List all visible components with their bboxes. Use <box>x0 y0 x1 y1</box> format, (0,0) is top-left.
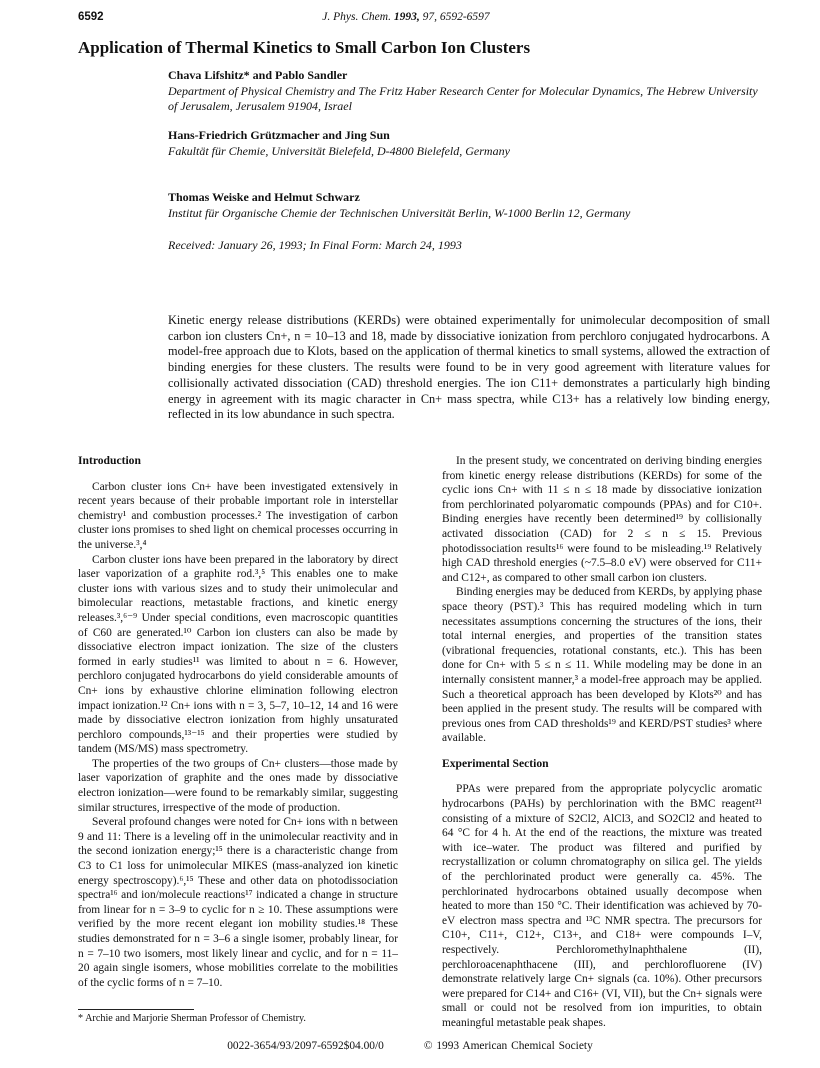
copyright: © 1993 American Chemical Society <box>423 1040 593 1052</box>
article-code: 0022-3654/93/2097-6592$04.00/0 <box>227 1040 384 1052</box>
author-affiliation: Institut für Organische Chemie der Technischen Universität Berlin, W-1000 Berlin 12, Germany <box>168 205 631 220</box>
paragraph: Carbon cluster ions have been prepared in the laboratory by direct laser vaporization of a graphite rod.³,⁵ This enables one to make cluster ions with various sizes and to study their unimolecular and bimolecular reactions, metastable fractions, and kinetic energy releases.³,⁶⁻⁹ Under special conditions, even macroscopic quantities of C60 are generated.¹⁰ Carbon ion clusters can also be made by dissociative electron impact ionization. The size of the clusters formed in early studies¹¹ was limited to about n = 6. However, perchloro conjugated hydrocarbons do yield considerable amounts of Cn+ ions by exhaustive chlorine elimination following electron impact ionization.¹² Cn+ ions with n = 3, 5–7, 10–12, 14 and 16 were made by dissociative electron ionization from highly unsaturated perchloro compounds,¹³⁻¹⁵ and their properties were studied by tandem (MS/MS) mass spectrometry. <box>78 553 398 756</box>
journal-name: J. Phys. Chem. <box>322 11 391 23</box>
journal-volume: 97, <box>422 11 437 23</box>
section-heading-experimental: Experimental Section <box>442 756 549 770</box>
journal-pages: 6592-6597 <box>439 11 490 23</box>
paragraph: The properties of the two groups of Cn+ clusters—those made by laser vaporization of graphite and the ones made by dissociative electron ionization—were found to be remarkably similar, suggesting similar structures, irrespective of the mode of production. <box>78 757 398 814</box>
section-heading-introduction: Introduction <box>78 454 141 467</box>
author-affiliation: Fakultät für Chemie, Universität Bielefeld, D-4800 Bielefeld, Germany <box>168 143 510 158</box>
abstract: Kinetic energy release distributions (KERDs) were obtained experimentally for unimolecular decomposition of small carbon ion clusters Cn+, n = 10–13 and 18, made by dissociative ionization from perchloro conjugated hydrocarbons. A model-free approach due to Klots, based on the application of thermal kinetics to small systems, allowed the extraction of binding energies for these clusters. The results were found to be in very good agreement with literature values for collisionally activated dissociation (CAD) threshold energies. The ion C11+ demonstrates a particularly high binding energy in agreement with its magic character in Cn+ mass spectra, while C13+ has a relatively low binding energy, reflected in its low abundance in such spectra. <box>168 313 770 422</box>
paragraph: PPAs were prepared from the appropriate polycyclic aromatic hydrocarbons (PAHs) by perchlorination with the BMC reagent²¹ consisting of a mixture of S2Cl2, AlCl3, and SO2Cl2 and heated to 64 °C for 4 h. At the end of the reactions, the mixture was treated with ice–water. The product was filtered and purified by recrystallization or column chromatography on silica gel. The yields of the perchlorinated product were generally ca. 45%. The perchlorinated hydrocarbons obtained usually decompose when heated to more than 150 °C. Their identification was achieved by 70-eV electron mass spectra and ¹³C NMR spectra. The precursors for C10+, C11+, C12+, C13+, and C18+ were compounds I–V, respectively. Perchloromethylnaphthalene (II), perchloroacenaphthacene (III), and perchlorofluorene (IV) demonstrate relatively large Cn+ signals (ca. 10%). Other precursors were prepared for C14+ and C16+ (VI, VII), but the Cn+ signals were small or could not be resolved from ion impurities, to obtain meaningful metastable peak shapes. <box>442 783 762 1029</box>
author-block-1 <box>168 68 768 115</box>
paragraph: In the present study, we concentrated on deriving binding energies from kinetic energy release distributions (KERDs) for some of the cyclic ions Cn+ with 11 ≤ n ≤ 18 made by dissociative ionization from perchlorinated polyaromatic compounds (PPAs) and for C10+. Binding energies have recently been determined¹⁹ by collisionally activated dissociation (CAD) for 2 ≤ n ≤ 15. Previous photodissociation results¹⁶ were found to be misleading.¹⁹ Relatively high CAD threshold energies (~7.5–8.0 eV) were observed for C11+ and C12+, as compared to other small carbon ion clusters. <box>442 455 762 584</box>
author-names: Hans-Friedrich Grützmacher and Jing Sun <box>168 128 390 142</box>
received-dates: Received: January 26, 1993; In Final Form: March 24, 1993 <box>168 238 462 252</box>
journal-year: 1993, <box>393 11 420 23</box>
footnote-rule <box>78 1009 194 1010</box>
left-column <box>78 454 398 990</box>
author-names: Thomas Weiske and Helmut Schwarz <box>168 190 360 204</box>
author-block-2 <box>168 128 768 159</box>
paper-title: Application of Thermal Kinetics to Small Carbon Ion Clusters <box>78 38 531 57</box>
author-names: Chava Lifshitz* and Pablo Sandler <box>168 68 348 82</box>
paragraph: Carbon cluster ions Cn+ have been investigated extensively in recent years because of their probable important role in interstellar chemistry¹ and combustion processes.² The investigation of carbon cluster ions promises to shed light on chemical processes occurring in the universe.³,⁴ <box>78 480 398 551</box>
author-block-3 <box>168 190 768 221</box>
right-column <box>442 454 762 1031</box>
page-footer <box>0 1040 820 1052</box>
footnote: * Archie and Marjorie Sherman Professor of Chemistry. <box>78 1013 306 1024</box>
paragraph: Several profound changes were noted for Cn+ ions with n between 9 and 11: There is a leveling off in the unimolecular reactivity and in the second ionization energy;¹⁵ there is a characteristic change from C3 to C1 loss for unimolecular MIKES (mass-analyzed ion kinetic energy spectroscopy).⁶,¹⁵ These and other data on photodissociation spectra¹⁶ and ion/molecule reactions¹⁷ indicated a change in structure from linear for n = 3–9 to cyclic for n ≥ 10. These assumptions were verified by the more recent elegant ion mobility studies.¹⁸ These studies demonstrated for n = 3–6 a single isomer, probably linear, for n = 7–10 two isomers, most likely linear and cyclic, and for n = 11–20 again single isomers, whose mobilities correlate to the mobilities of the cyclic forms of n = 7–10. <box>78 816 398 989</box>
running-head <box>78 11 734 27</box>
journal-reference <box>78 11 734 23</box>
page-number: 6592 <box>78 11 104 23</box>
author-affiliation: Department of Physical Chemistry and The Fritz Haber Research Center for Molecular Dynamics, The Hebrew University of Jerusalem, Jerusalem 91904, Israel <box>168 83 758 113</box>
paragraph: Binding energies may be deduced from KERDs, by applying phase space theory (PST).³ This has required modeling which in turn necessitates assumptions concerning the structures of the ions, their total internal energies, and properties of the transition states (vibrational frequencies, rotational constants, etc.). This has been done for Cn+ with 5 ≤ n ≤ 11. While modeling may be done in an internally consistent manner,³ a model-free approach may be applied. Such a theoretical approach has been developed by Klots²⁰ and has been applied in the present study. The results will be compared with previous ones from CAD thresholds¹⁹ and KERD/PST studies³ where available. <box>442 586 763 745</box>
